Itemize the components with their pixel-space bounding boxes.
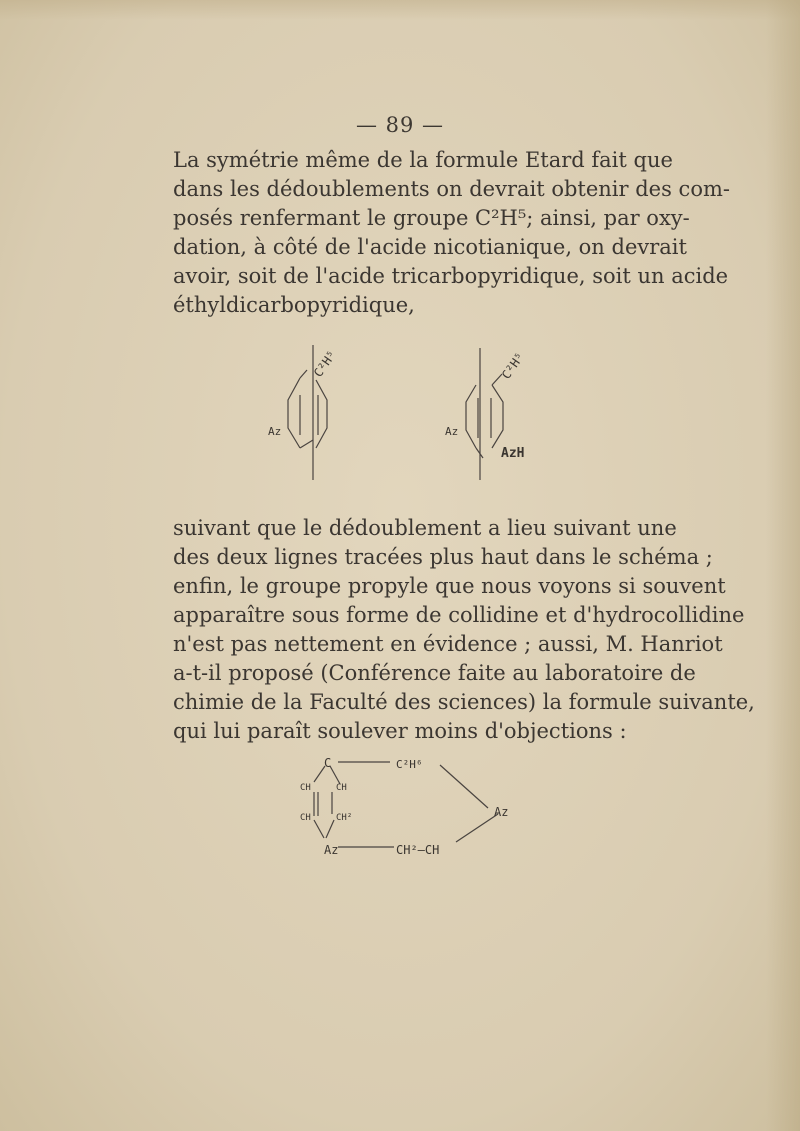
text-line: qui lui paraît soulever moins d'objections : (173, 719, 627, 743)
paper-edge-shade (0, 0, 800, 20)
nitrogen-label: Az (445, 425, 459, 438)
ch-label: CH (300, 783, 311, 793)
ch2-label: CH² (336, 813, 353, 823)
c-label: C (324, 756, 332, 770)
text-line: suivant que le dédoublement a lieu suivant une (173, 516, 677, 540)
ethyl-label: C²H⁶ (396, 758, 423, 771)
text-line: dation, à côté de l'acide nicotianique, on devrait (173, 235, 687, 259)
paper-edge-shade (766, 0, 800, 1131)
page-number: — 89 — (355, 113, 445, 137)
ring-bottom-bond (300, 440, 313, 448)
structural-formula-3 (290, 750, 530, 870)
bond-ch-az (314, 820, 324, 838)
az-label: Az (324, 843, 339, 857)
text-line: posés renfermant le groupe C²H⁵; ainsi, par oxy- (173, 206, 690, 230)
ring-left (466, 385, 476, 448)
text-line: avoir, soit de l'acide tricarbopyridique, soit un acide (173, 264, 729, 288)
text-line: La symétrie même de la formule Etard fait que (173, 148, 673, 172)
ethyl-label: C²H⁵ (310, 348, 340, 380)
az-right-label: Az (494, 805, 509, 819)
text-line: chimie de la Faculté des sciences) la formule suivante, (173, 690, 755, 714)
bond-ch2-az (326, 820, 334, 838)
ethyl-label: C²H⁵ (498, 350, 528, 382)
ch-label: CH (300, 813, 311, 823)
bond-ch-az-right (456, 814, 498, 842)
nitrogen-label: Az (268, 425, 282, 438)
text-line: a-t-il proposé (Conférence faite au laboratoire de (173, 661, 696, 685)
text-line: n'est pas nettement en évidence ; aussi, M. Hanriot (173, 632, 723, 656)
ring-left (288, 378, 300, 448)
text-line: apparaître sous forme de collidine et d'hydrocollidine (173, 603, 745, 627)
ring-top-bond (300, 370, 307, 378)
bond-ethyl-az (440, 765, 488, 808)
text-line: enfin, le groupe propyle que nous voyons si souvent (173, 574, 726, 598)
paragraph-1 (173, 146, 730, 320)
ch-label: CH (336, 783, 347, 793)
ring-right (492, 385, 503, 448)
nitrogen-h-label: AzH (501, 446, 525, 461)
text-line: des deux lignes tracées plus haut dans le schéma ; (173, 545, 713, 569)
bond-c-ch-right (330, 766, 340, 784)
text-line: dans les dédoublements on devrait obtenir des com- (173, 177, 730, 201)
text-line: éthyldicarbopyridique, (173, 293, 415, 317)
structural-formula-2 (440, 340, 560, 490)
ch2-ch-label: CH²—CH (396, 843, 440, 857)
structural-formula-1 (260, 340, 360, 490)
paragraph-2 (173, 514, 755, 746)
